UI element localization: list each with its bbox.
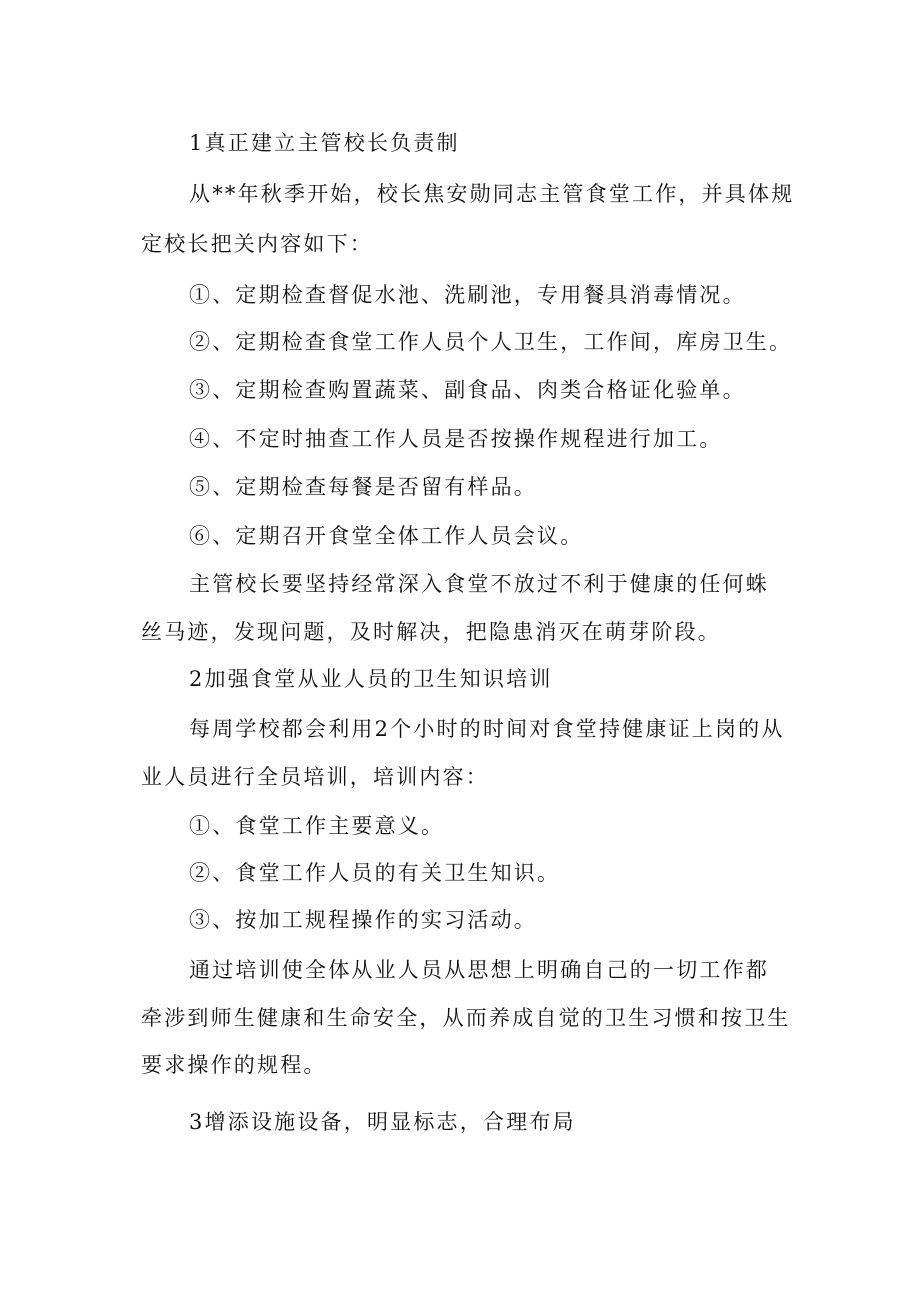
paragraph-line: 定校长把关内容如下： <box>141 232 373 256</box>
paragraph-line: 要求操作的规程。 <box>141 1053 327 1077</box>
paragraph-line: 丝马迹，发现问题，及时解决，把隐患消灭在萌芽阶段。 <box>141 620 721 644</box>
section-heading: 3增添设施设备，明显标志，合理布局 <box>189 1110 576 1134</box>
list-item: ⑤、定期检查每餐是否留有样品。 <box>189 475 537 499</box>
list-item: ①、定期检查督促水池、洗刷池，专用餐具消毒情况。 <box>189 283 746 307</box>
paragraph-line: 业人员进行全员培训，培训内容： <box>141 765 489 789</box>
paragraph-line: 通过培训使全体从业人员从思想上明确自己的一切工作都 <box>189 958 769 982</box>
paragraph-line: 从**年秋季开始，校长焦安勋同志主管食堂工作，并具体规 <box>189 182 795 206</box>
list-item: ③、按加工规程操作的实习活动。 <box>189 908 537 932</box>
list-item: ②、定期检查食堂工作人员个人卫生，工作间，库房卫生。 <box>189 330 793 354</box>
paragraph-line: 每周学校都会利用2个小时的时间对食堂持健康证上岗的从 <box>189 717 785 741</box>
list-item: ③、定期检查购置蔬菜、副食品、肉类合格证化验单。 <box>189 378 746 402</box>
section-heading: 1真正建立主管校长负责制 <box>189 131 460 155</box>
paragraph-line: 主管校长要坚持经常深入食堂不放过不利于健康的任何蛛 <box>189 572 769 596</box>
list-item: ①、食堂工作主要意义。 <box>189 814 445 838</box>
section-heading: 2加强食堂从业人员的卫生知识培训 <box>189 667 553 691</box>
list-item: ⑥、定期召开食堂全体工作人员会议。 <box>189 524 584 548</box>
paragraph-line: 牵涉到师生健康和生命安全，从而养成自觉的卫生习惯和按卫生 <box>141 1006 791 1030</box>
list-item: ②、食堂工作人员的有关卫生知识。 <box>189 861 561 885</box>
list-item: ④、不定时抽查工作人员是否按操作规程进行加工。 <box>189 427 723 451</box>
